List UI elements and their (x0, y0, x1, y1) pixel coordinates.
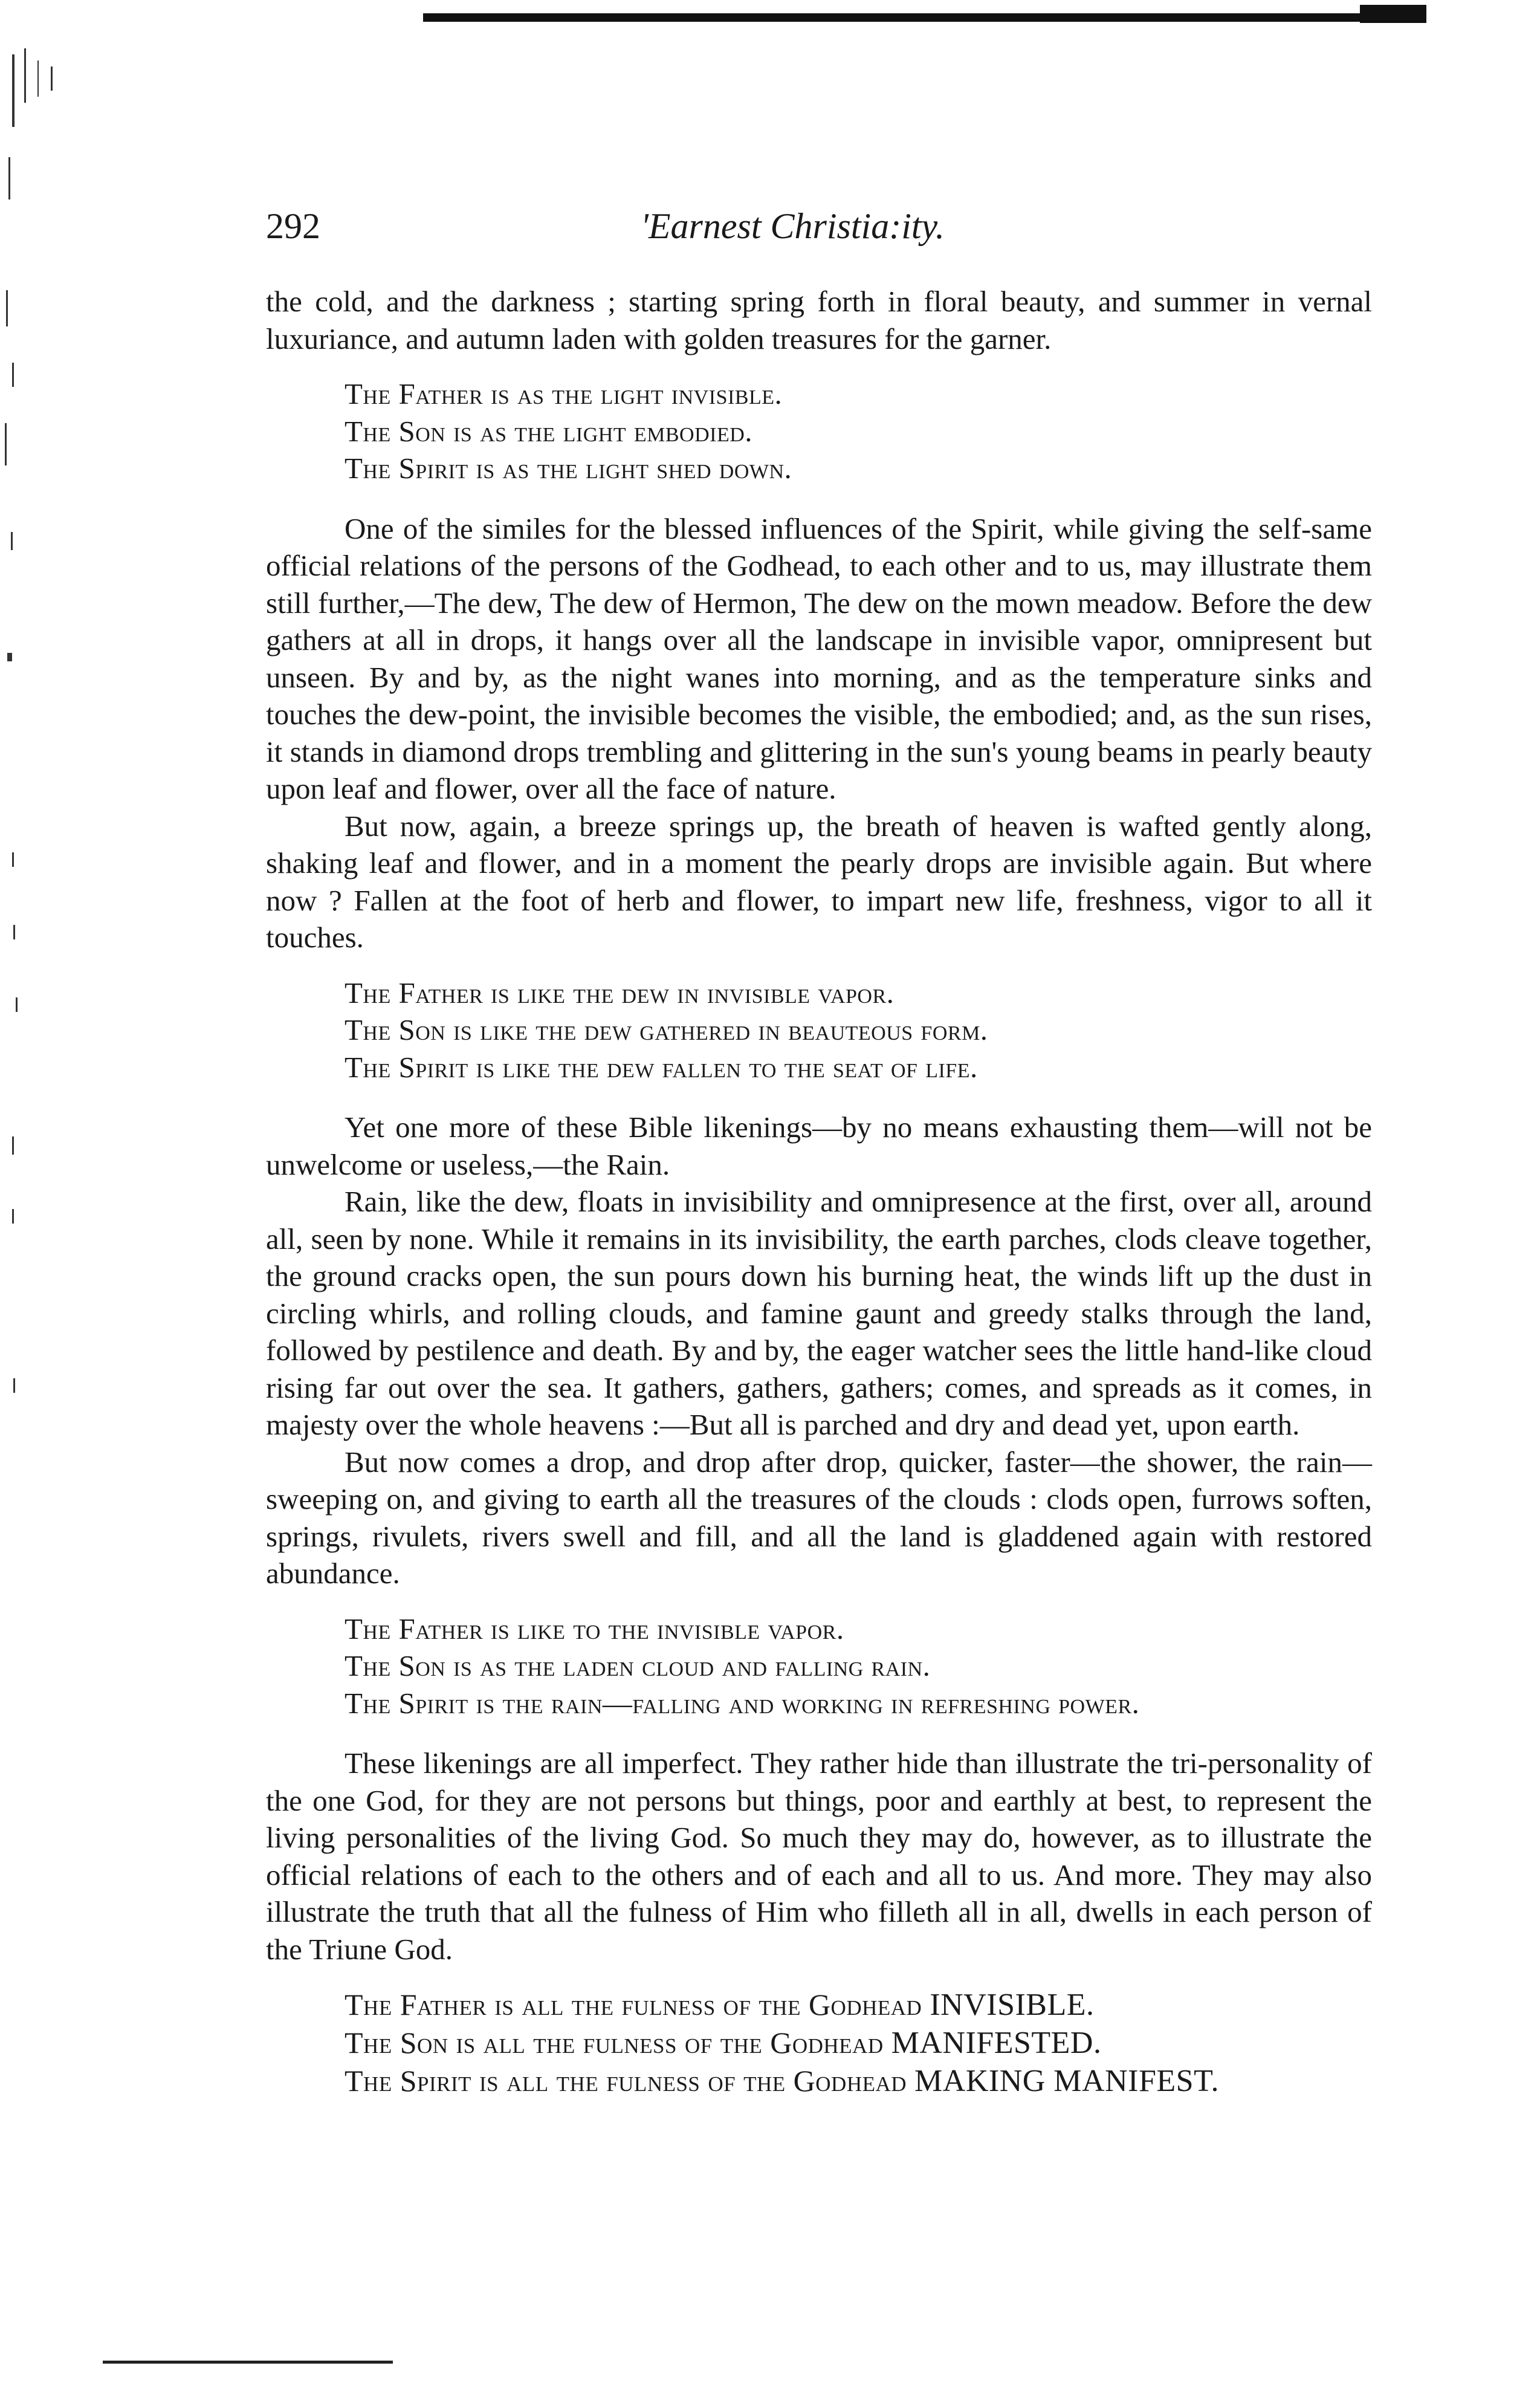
stanza-line-lead: The Spirit is all the fulness of the Godhead (345, 2064, 915, 2098)
paragraph-6: But now comes a drop, and drop after drop, quicker, faster—the shower, the rain—sweeping on, and giving to earth all the treasures of the clouds : clods open, furrows soften, springs, rivulets, rivers swell and fill, and all the land is gladdened again with restored abundance. (266, 1445, 1372, 1590)
stanza-line: The Father is like the dew in invisible vapor. (345, 976, 895, 1010)
paragraph-3: But now, again, a breeze springs up, the breath of heaven is wafted gently along, shaking leaf and flower, and in a moment the pearly drops are invisible again. But where now ? Fallen at the foot of herb and flower, to impart new life, freshness, vigor to all it touches. (266, 809, 1372, 954)
stanza-line: The Spirit is the rain—falling and working in refreshing power. (345, 1686, 1140, 1720)
top-edge-rule-end (1360, 5, 1426, 23)
stanza-line: The Son is as the laden cloud and falling rain. (345, 1649, 931, 1682)
stanza-line: The Spirit is like the dew fallen to the seat of life. (345, 1050, 978, 1084)
bottom-edge-rule (103, 2361, 393, 2364)
stanza-light (345, 375, 1372, 487)
stanza-line: The Son is as the light embodied. (345, 414, 753, 448)
paragraph-4: Yet one more of these Bible likenings—by no means exhausting them—will not be unwelcome or useless,—the Rain. (266, 1110, 1372, 1181)
paragraph-1: the cold, and the darkness ; starting spring forth in floral beauty, and summer in vernal luxuriance, and autumn laden with golden treasures for the garner. (266, 285, 1372, 355)
stanza-line-emphasis: MAKING MANIFEST. (914, 2064, 1219, 2098)
stanza-line: The Spirit is as the light shed down. (345, 452, 792, 485)
paragraph-7: These likenings are all imperfect. They rather hide than illustrate the tri-personality of the one God, for they are not persons but things, poor and earthly at best, to represent the living personalities of the living God. So much they may do, however, as to illustrate the official relations of each to the others and of each and all to us. And more. They may also illustrate the truth that all the fulness of Him who filleth all in all, dwells in each person of the Triune God. (266, 1746, 1372, 1966)
stanza-line: The Father is as the light invisible. (345, 377, 783, 410)
paragraph-2: One of the similes for the blessed influences of the Spirit, while giving the self-same official relations of the persons of the Godhead, to each other and to us, may illustrate them still further,—The dew, The dew of Hermon, The dew on the mown meadow. Before the dew gathers at all in drops, it hangs over all the landscape in invisible vapor, omnipresent but unseen. By and by, as the night wanes into morning, and as the temperature sinks and touches the dew-point, the invisible becomes the visible, the embodied; and, as the sun rises, it stands in diamond drops trembling and glittering in the sun's young beams in pearly beauty upon leaf and flower, over all the face of nature. (266, 511, 1372, 805)
stanza-line: The Son is like the dew gathered in beauteous form. (345, 1013, 988, 1046)
paragraph-5: Rain, like the dew, floats in invisibility and omnipresence at the first, over all, around all, seen by none. While it remains in its invisibility, the earth parches, clods cleave together, the ground cracks open, the sun pours down his burning heat, the winds lift up the dust in circling whirls, and rolling clouds, and famine gaunt and greedy stalks through the land, followed by pestilence and death. By and by, the eager watcher sees the little hand-like cloud rising far out over the sea. It gathers, gathers, gathers; comes, and spreads as it comes, in majesty over the whole heavens :—But all is parched and dry and dead yet, upon earth. (266, 1185, 1372, 1441)
binding-edge-marks (0, 48, 97, 1560)
stanza-line-lead: The Father is all the fulness of the Godhead (345, 1988, 930, 2021)
stanza-dew (345, 974, 1372, 1086)
stanza-line-lead: The Son is all the fulness of the Godhead (345, 2026, 891, 2060)
stanza-line: The Father is like to the invisible vapor. (345, 1612, 844, 1645)
stanza-line (345, 2024, 1372, 2062)
stanza-rain (345, 1610, 1372, 1722)
running-head: 'Earnest Christia:ity. (641, 206, 945, 246)
page-number: 292 (266, 206, 320, 246)
page-content (266, 206, 1372, 2123)
stanza-line (345, 1986, 1372, 2024)
top-edge-rule (423, 13, 1426, 22)
stanza-line-emphasis: INVISIBLE. (930, 1988, 1095, 2022)
stanza-fulness (345, 1986, 1372, 2100)
stanza-line (345, 2062, 1372, 2100)
stanza-line-emphasis: MANIFESTED. (891, 2026, 1102, 2060)
page-header (266, 206, 1372, 266)
